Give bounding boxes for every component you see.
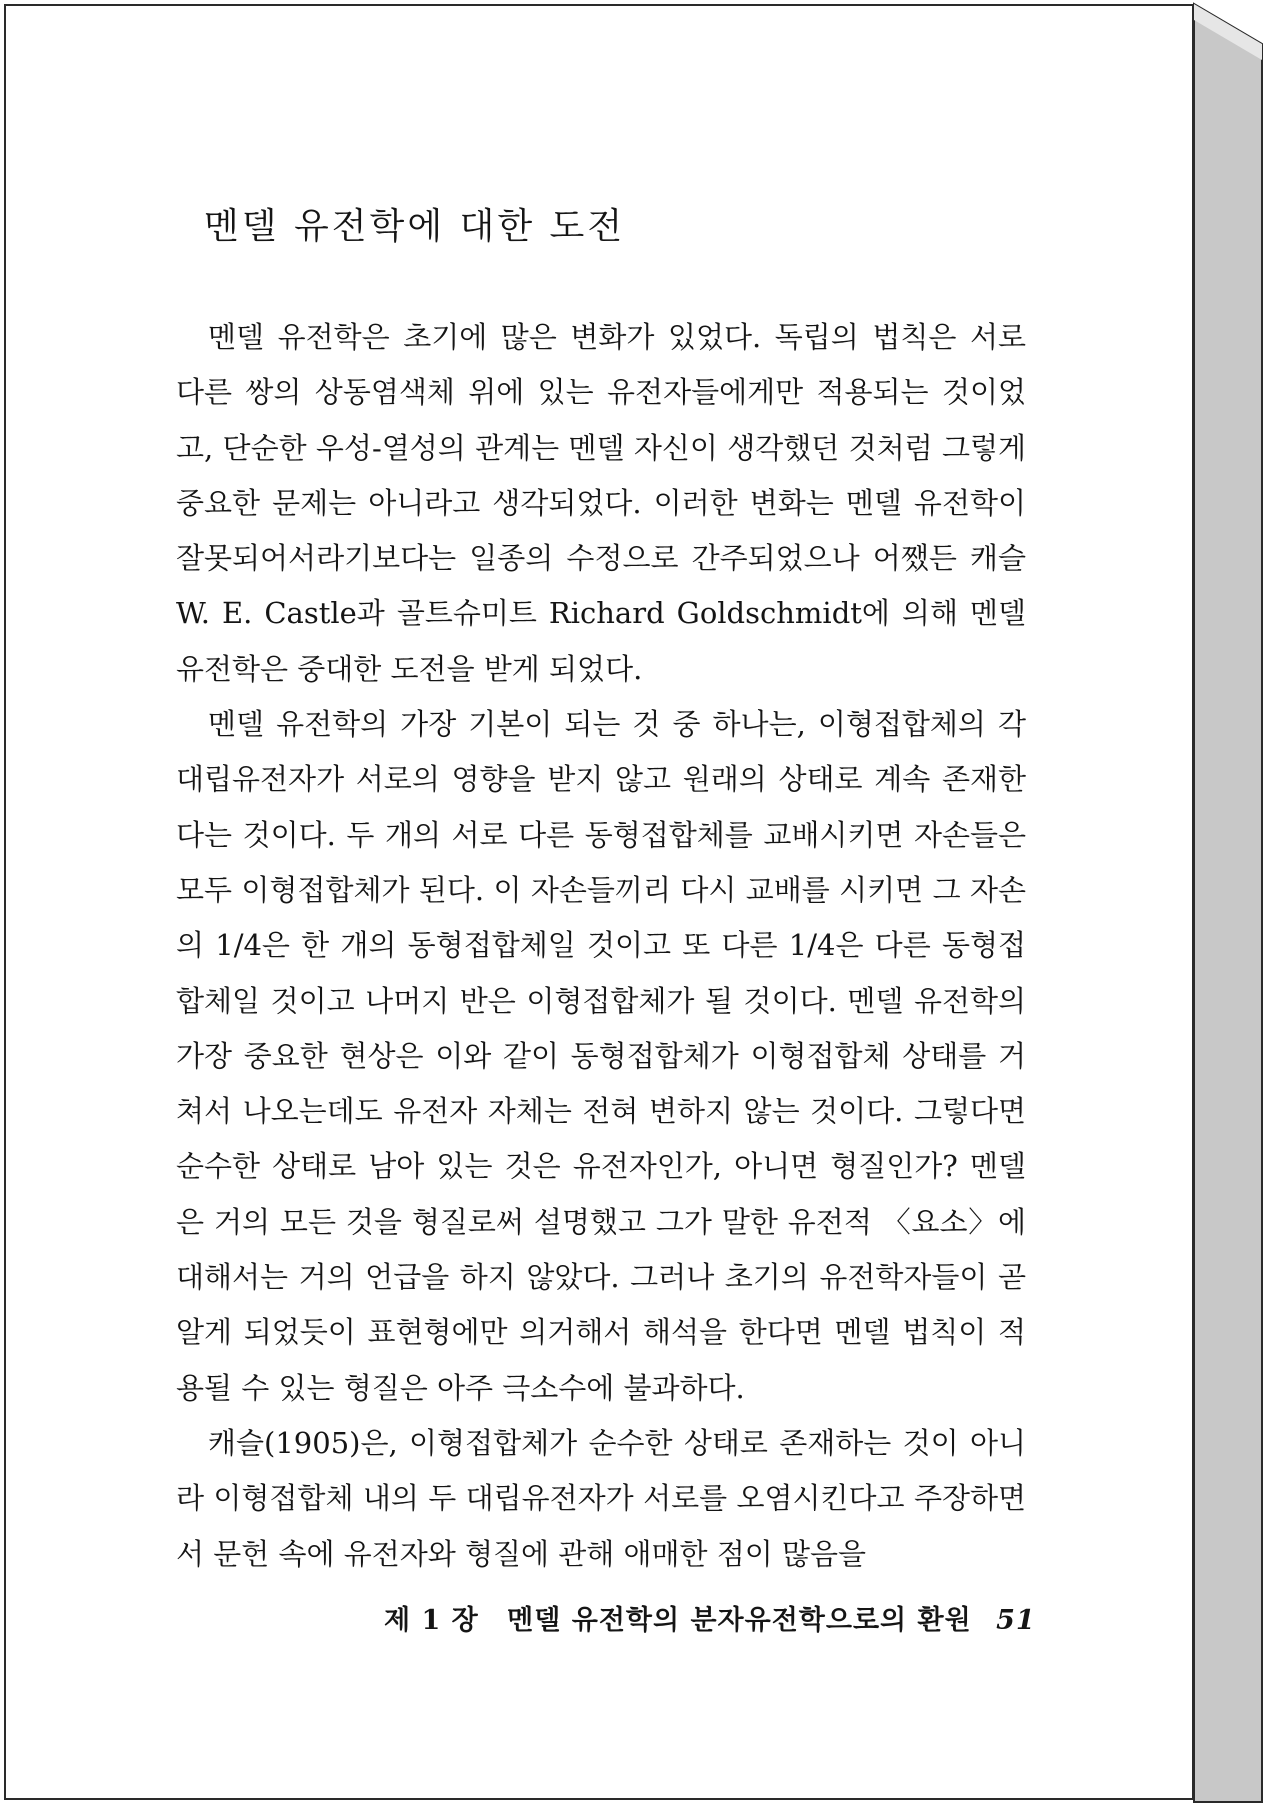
page-number: 51 — [996, 1605, 1036, 1636]
chapter-label: 제 1 장 — [384, 1605, 479, 1636]
chapter-title: 멘델 유전학의 분자유전학으로의 환원 — [507, 1605, 972, 1636]
page-footer — [384, 1598, 1036, 1637]
book-page — [4, 4, 1194, 1800]
body-text — [176, 310, 1026, 1582]
section-title: 멘델 유전학에 대한 도전 — [204, 206, 626, 247]
paragraph-2: 멘델 유전학의 가장 기본이 되는 것 중 하나는, 이형접합체의 각 대립유전자가 서로의 영향을 받지 않고 원래의 상태로 계속 존재한다는 것이다. 두 개의 서로 다른 동형접합체를 교배시키면 자손들은 모두 이형접합체가 된다. 이 자손들끼리 다시 교배를 시키면 그 자손의 1/4은 한 개의 동형접합체일 것이고 또 다른 1/4은 다른 동형접합체일 것이고 나머지 반은 이형접합체가 될 것이다. 멘델 유전학의 가장 중요한 현상은 이와 같이 동형접합체가 이형접합체 상태를 거쳐서 나오는데도 유전자 자체는 전혀 변하지 않는 것이다. 그렇다면 순수한 상태로 남아 있는 것은 유전자인가, 아니면 형질인가? 멘델은 거의 모든 것을 형질로써 설명했고 그가 말한 유전적 〈요소〉에 대해서는 거의 언급을 하지 않았다. 그러나 초기의 유전학자들이 곧 알게 되었듯이 표현형에만 의거해서 해석을 한다면 멘델 법칙이 적용될 수 있는 형질은 아주 극소수에 불과하다. — [176, 707, 1026, 1405]
paragraph-1: 멘델 유전학은 초기에 많은 변화가 있었다. 독립의 법칙은 서로 다른 쌍의 상동염색체 위에 있는 유전자들에게만 적용되는 것이었고, 단순한 우성-열성의 관계는 멘델 자신이 생각했던 것처럼 그렇게 중요한 문제는 아니라고 생각되었다. 이러한 변화는 멘델 유전학이 잘못되어서라기보다는 일종의 수정으로 간주되었으나 어쨌든 캐슬 W. E. Castle과 골트슈미트 Richard Goldschmidt에 의해 멘델 유전학은 중대한 도전을 받게 되었다. — [176, 320, 1027, 686]
paragraph-3: 캐슬(1905)은, 이형접합체가 순수한 상태로 존재하는 것이 아니라 이형접합체 내의 두 대립유전자가 서로를 오염시킨다고 주장하면서 문헌 속에 유전자와 형질에 관해 애매한 점이 많음을 — [176, 1425, 1026, 1571]
